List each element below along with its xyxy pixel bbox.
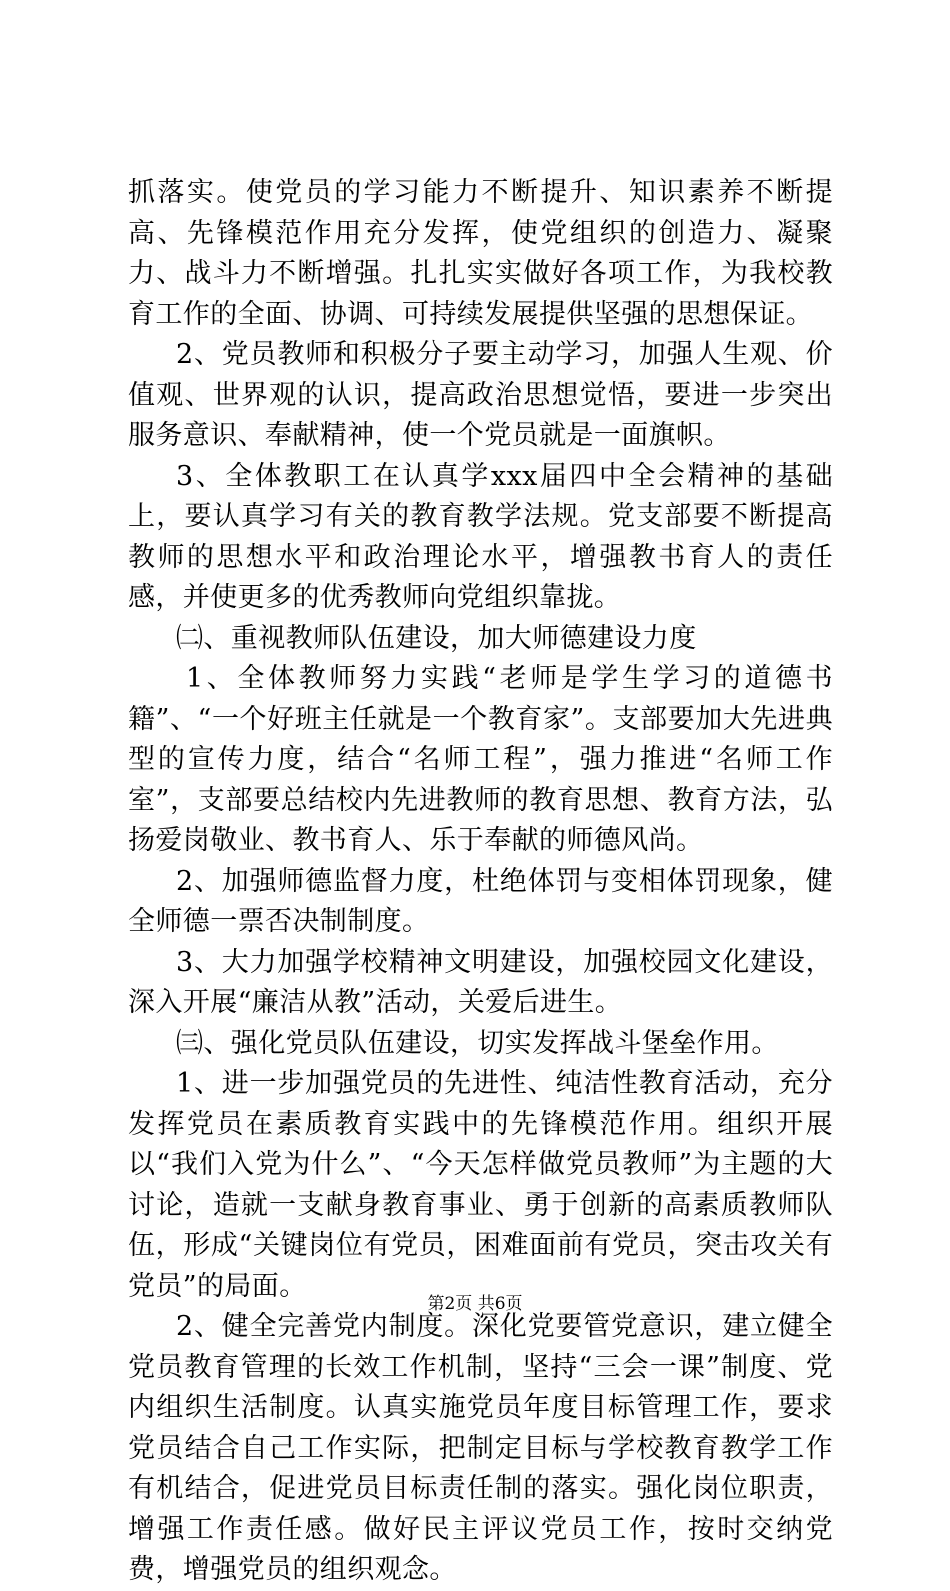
paragraph-section2-item-2: 2、加强师德监督力度，杜绝体罚与变相体罚现象，健全师德一票否决制制度。	[128, 865, 833, 937]
paragraph-item-2: 2、党员教师和积极分子要主动学习，加强人生观、价值观、世界观的认识，提高政治思想觉悟，要进一步突出服务意识、奉献精神，使一个党员就是一面旗帜。	[128, 339, 833, 451]
paragraph-continuation: 抓落实。使党员的学习能力不断提升、知识素养不断提高、先锋模范作用充分发挥，使党组织的创造力、凝聚力、战斗力不断增强。扎扎实实做好各项工作，为我校教育工作的全面、协调、可持续发展提供坚强的思想保证。	[128, 177, 833, 330]
page-number-footer: 第2页 共6页	[427, 1294, 523, 1314]
document-body	[128, 173, 833, 1591]
section-heading-3: ㈢、强化党员队伍建设，切实发挥战斗堡垒作用。	[176, 1027, 779, 1059]
paragraph-item-3: 3、全体教职工在认真学xxx届四中全会精神的基础上，要认真学习有关的教育教学法规。党支部要不断提高教师的思想水平和政治理论水平，增强教书育人的责任感，并使更多的优秀教师向党组织靠拢。	[128, 460, 833, 613]
paragraph-section2-item-1: 1、全体教师努力实践“老师是学生学习的道德书籍”、“一个好班主任就是一个教育家”。支部要加大先进典型的宣传力度，结合“名师工程”，强力推进“名师工作室”，支部要总结校内先进教师的教育思想、教育方法，弘扬爱岗敬业、教书育人、乐于奉献的师德风尚。	[128, 663, 833, 856]
section-heading-2: ㈡、重视教师队伍建设，加大师德建设力度	[176, 622, 697, 654]
paragraph-section2-item-3: 3、大力加强学校精神文明建设，加强校园文化建设，深入开展“廉洁从教”活动，关爱后进生。	[128, 946, 833, 1018]
paragraph-section3-item-2: 2、健全完善党内制度。深化党要管党意识，建立健全党员教育管理的长效工作机制，坚持“三会一课”制度、党内组织生活制度。认真实施党员年度目标管理工作，要求党员结合自己工作实际，把制定目标与学校教育教学工作有机结合，促进党员目标责任制的落实。强化岗位职责，增强工作责任感。做好民主评议党员工作，按时交纳党费，增强党员的组织观念。	[128, 1311, 833, 1585]
paragraph-section3-item-1: 1、进一步加强党员的先进性、纯洁性教育活动，充分发挥党员在素质教育实践中的先锋模范作用。组织开展以“我们入党为什么”、“今天怎样做党员教师”为主题的大讨论，造就一支献身教育事业、勇于创新的高素质教师队伍，形成“关键岗位有党员，困难面前有党员，突击攻关有党员”的局面。	[128, 1068, 833, 1302]
